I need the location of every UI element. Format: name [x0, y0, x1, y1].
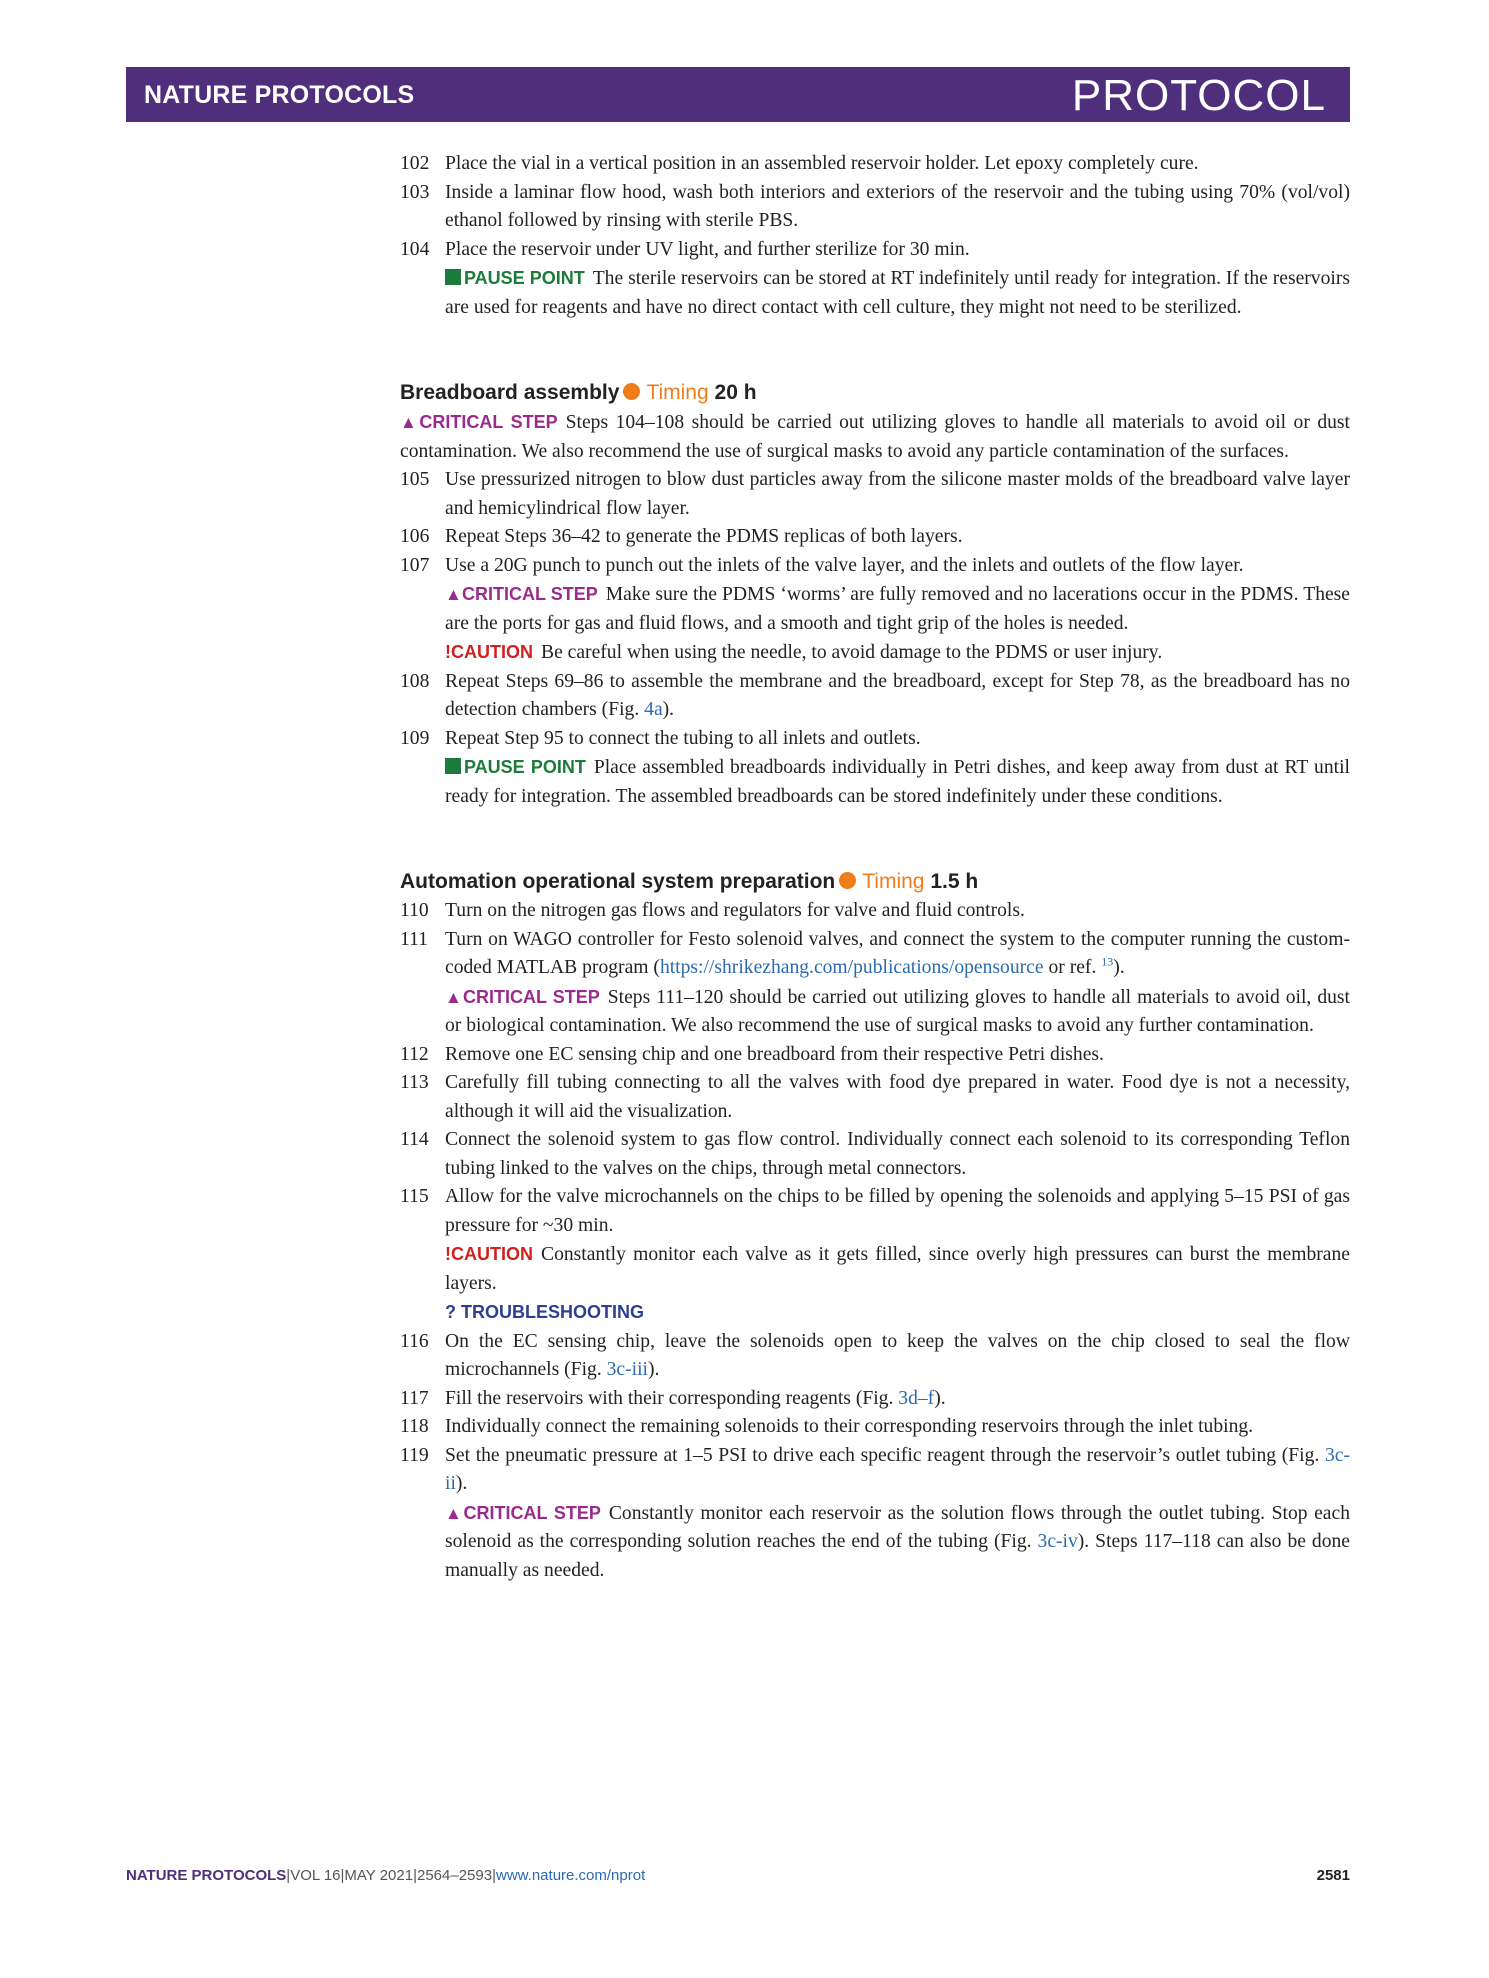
warning-triangle-icon: ▲ — [445, 585, 462, 604]
timing-dot-icon — [623, 383, 640, 400]
step-number: 104 — [400, 238, 430, 260]
reference-link[interactable]: 13 — [1101, 954, 1114, 969]
troubleshooting-label[interactable]: ? TROUBLESHOOTING — [445, 1302, 644, 1322]
procedure-step: 117 Fill the reservoirs with their corresponding reagents (Fig. 3d–f). — [400, 1385, 1350, 1414]
step-text: Use a 20G punch to punch out the inlets of the valve layer, and the inlets and outlets of the flow layer. — [445, 554, 1244, 576]
critical-step-label: ▲CRITICAL STEP — [400, 412, 558, 432]
article-type: PROTOCOL — [1071, 71, 1326, 120]
procedure-step: 116 On the EC sensing chip, leave the solenoids open to keep the valves on the chip closed to seal the flow microchannels (Fig. 3c-iii). — [400, 1328, 1350, 1385]
step-number: 114 — [400, 1129, 429, 1150]
critical-step-note: ▲CRITICAL STEP Constantly monitor each reservoir as the solution flows through the outlet tubing. Stop each solenoid as the corresponding solution reaches the end of the tubing (Fig. 3c-iv). Steps 117–118 can also be done manually as needed. — [445, 1502, 1351, 1581]
step-number: 102 — [400, 153, 430, 174]
section-title: Automation operational system preparation — [400, 870, 836, 893]
step-text: Use pressurized nitrogen to blow dust particles away from the silicone master molds of the breadboard valve layer and hemicylindrical flow layer. — [445, 469, 1350, 519]
step-number: 117 — [400, 1387, 429, 1409]
step-number: 109 — [400, 727, 430, 749]
critical-step-label: ▲CRITICAL STEP — [445, 986, 600, 1007]
step-text: Turn on the nitrogen gas flows and regulators for valve and fluid controls. — [445, 900, 1025, 921]
step-text: Repeat Steps 69–86 to assemble the membrane and the breadboard, except for Step 78, as the breadboard has no detection chambers (Fig. — [445, 670, 1350, 720]
note-text: Be careful when using the needle, to avoid damage to the PDMS or user injury. — [541, 642, 1163, 663]
timing-duration: 1.5 h — [930, 870, 979, 893]
external-url-link[interactable]: https://shrikezhang.com/publications/opensource — [659, 957, 1044, 978]
section-title: Breadboard assembly — [400, 381, 620, 404]
step-number: 103 — [400, 181, 430, 203]
procedure-step — [400, 1126, 1350, 1183]
figure-link[interactable]: 3c-iv — [1037, 1531, 1078, 1552]
footer-date: MAY 2021 — [344, 1867, 414, 1884]
step-number: 119 — [400, 1444, 429, 1466]
procedure-step — [400, 1069, 1350, 1126]
warning-triangle-icon: ▲ — [400, 413, 420, 432]
step-text: Turn on WAGO controller for Festo solenoid valves, and connect the system to the computer running the custom-coded MATLAB program ( — [445, 928, 1350, 978]
caution-note — [400, 638, 1350, 668]
section-heading — [400, 867, 1350, 897]
step-text: Set the pneumatic pressure at 1–5 PSI to drive each specific reagent through the reservoir’s outlet tubing (Fig. — [445, 1444, 1325, 1466]
timing-duration: 20 h — [714, 381, 757, 404]
figure-link[interactable]: 3c-ii — [445, 1444, 1350, 1494]
journal-header-bar — [126, 67, 1350, 122]
critical-step-note — [400, 408, 1350, 466]
step-text: Connect the solenoid system to gas flow control. Individually connect each solenoid to its corresponding Teflon tubing linked to the valves on the chips, through metal connectors. — [445, 1129, 1350, 1179]
note-text: The sterile reservoirs can be stored at RT indefinitely until ready for integration. If the reservoirs are used for reagents and have no direct contact with cell culture, they might not need to be sterilized. — [445, 268, 1350, 318]
page-number: 2581 — [1316, 1867, 1350, 1884]
pause-point-label: PAUSE POINT — [464, 757, 586, 777]
step-number: 118 — [400, 1416, 429, 1437]
step-number: 113 — [400, 1072, 429, 1093]
step-text: Individually connect the remaining solenoids to their corresponding reservoirs through the inlet tubing. — [445, 1416, 1254, 1437]
procedure-step — [400, 1413, 1350, 1442]
note-text: Constantly monitor each valve as it gets filled, since overly high pressures can burst the membrane layers. — [445, 1244, 1350, 1294]
note-text: Place assembled breadboards individually in Petri dishes, and keep away from dust at RT until ready for integration. The assembled breadboards can be stored indefinitely under these conditions. — [445, 757, 1350, 807]
critical-step-note — [400, 580, 1350, 638]
step-text: Repeat Steps 36–42 to generate the PDMS replicas of both layers. — [445, 526, 963, 547]
critical-step-note — [400, 983, 1350, 1041]
procedure-step — [400, 552, 1350, 581]
pause-point-note — [400, 753, 1350, 811]
troubleshooting-note — [400, 1298, 1350, 1328]
step-number: 112 — [400, 1043, 429, 1065]
warning-triangle-icon: ▲ — [445, 987, 463, 1007]
step-text: Carefully fill tubing connecting to all the valves with food dye prepared in water. Food dye is not a necessity, although it will aid the visualization. — [445, 1072, 1350, 1122]
procedure-step — [400, 466, 1350, 523]
footer-url-link[interactable]: www.nature.com/nprot — [496, 1867, 646, 1884]
step-text: Fill the reservoirs with their corresponding reagents (Fig. — [445, 1387, 899, 1409]
step-text: Place the vial in a vertical position in an assembled reservoir holder. Let epoxy completely cure. — [445, 153, 1199, 174]
step-number: 115 — [400, 1186, 429, 1207]
figure-link[interactable]: 3c-iii — [606, 1359, 648, 1380]
timing-label: Timing — [646, 381, 709, 404]
note-text: Constantly monitor each reservoir as the solution flows through the outlet tubing. Stop each solenoid as the corresponding solution reaches the end of the tubing (Fig. — [445, 1502, 1350, 1552]
procedure-step — [400, 1183, 1350, 1240]
footer-journal: NATURE PROTOCOLS — [126, 1867, 287, 1884]
step-number: 116 — [400, 1330, 429, 1352]
footer-volume: VOL 16 — [290, 1867, 341, 1884]
step-number: 105 — [400, 469, 430, 490]
section-heading — [400, 378, 1350, 408]
note-text: Steps 104–108 should be carried out utilizing gloves to handle all materials to avoid oil or dust contamination. We also recommend the use of surgical masks to avoid any particle contamination of the surfaces. — [400, 412, 1350, 462]
step-number: 106 — [400, 526, 430, 547]
procedure-step — [400, 236, 1350, 265]
procedure-step: 119 Set the pneumatic pressure at 1–5 PSI to drive each specific reagent through the reservoir’s outlet tubing (Fig. 3c-ii). — [400, 1442, 1350, 1499]
critical-step-label: ▲CRITICAL STEP — [445, 584, 598, 604]
step-text: Place the reservoir under UV light, and further sterilize for 30 min. — [445, 238, 970, 260]
step-number: 111 — [400, 928, 428, 950]
procedure-step — [400, 150, 1350, 179]
step-text: Inside a laminar flow hood, wash both interiors and exteriors of the reservoir and the tubing using 70% (vol/vol) ethanol followed by rinsing with sterile PBS. — [445, 181, 1350, 231]
exclamation-icon: ! — [445, 642, 451, 662]
note-text: Make sure the PDMS ‘worms’ are fully removed and no lacerations occur in the PDMS. These are the ports for gas and fluid flows, and a smooth and tight grip of the holes is needed. — [445, 584, 1351, 634]
step-text: On the EC sensing chip, leave the solenoids open to keep the valves on the chip closed to seal the flow microchannels (Fig. — [445, 1330, 1350, 1380]
caution-label: !CAUTION — [445, 1244, 533, 1264]
timing-label: Timing — [862, 870, 925, 893]
step-number: 107 — [400, 554, 430, 576]
pause-point-label: PAUSE POINT — [464, 268, 585, 288]
caution-label: !CAUTION — [445, 642, 533, 662]
step-number: 108 — [400, 670, 430, 692]
critical-step-label: ▲CRITICAL STEP — [445, 1502, 601, 1523]
procedure-step: 108 Repeat Steps 69–86 to assemble the membrane and the breadboard, except for Step 78, as the breadboard has no detection chambers (Fig. 4a). — [400, 668, 1350, 725]
page-footer: NATURE PROTOCOLS|VOL 16|MAY 2021|2564–2593|www.nature.com/nprot 2581 — [126, 1867, 1350, 1884]
procedure-step — [400, 179, 1350, 236]
caution-note — [400, 1240, 1350, 1298]
note-text: Steps 111–120 should be carried out utilizing gloves to handle all materials to avoid oil, dust or biological contamination. We also recommend the use of surgical masks to avoid any further contamination. — [445, 986, 1351, 1036]
procedure-step — [400, 1041, 1350, 1070]
pause-point-note — [400, 264, 1350, 322]
step-text: Allow for the valve microchannels on the chips to be filled by opening the solenoids and applying 5–15 PSI of gas pressure for ~30 min. — [445, 1186, 1350, 1236]
procedure-step — [400, 523, 1350, 552]
step-number: 110 — [400, 900, 429, 921]
timing-dot-icon — [839, 872, 856, 889]
figure-link[interactable]: 3d–f — [898, 1387, 935, 1409]
figure-link[interactable]: 4a — [644, 699, 663, 720]
exclamation-icon: ! — [445, 1244, 451, 1264]
journal-name: NATURE PROTOCOLS — [144, 81, 415, 109]
footer-pages: 2564–2593 — [417, 1867, 493, 1884]
step-text: Remove one EC sensing chip and one breadboard from their respective Petri dishes. — [445, 1043, 1104, 1065]
procedure-step — [400, 725, 1350, 754]
procedure-body — [400, 150, 1350, 1585]
pause-square-icon — [445, 758, 461, 774]
procedure-step: 111 Turn on WAGO controller for Festo solenoid valves, and connect the system to the computer running the custom-coded MATLAB program (https://shrikezhang.com/publications/opensource or ref. $^{13}$). — [400, 926, 1350, 983]
procedure-step — [400, 897, 1350, 926]
pause-square-icon — [445, 269, 461, 285]
warning-triangle-icon: ▲ — [445, 1503, 464, 1523]
step-text: Repeat Step 95 to connect the tubing to all inlets and outlets. — [445, 727, 921, 749]
